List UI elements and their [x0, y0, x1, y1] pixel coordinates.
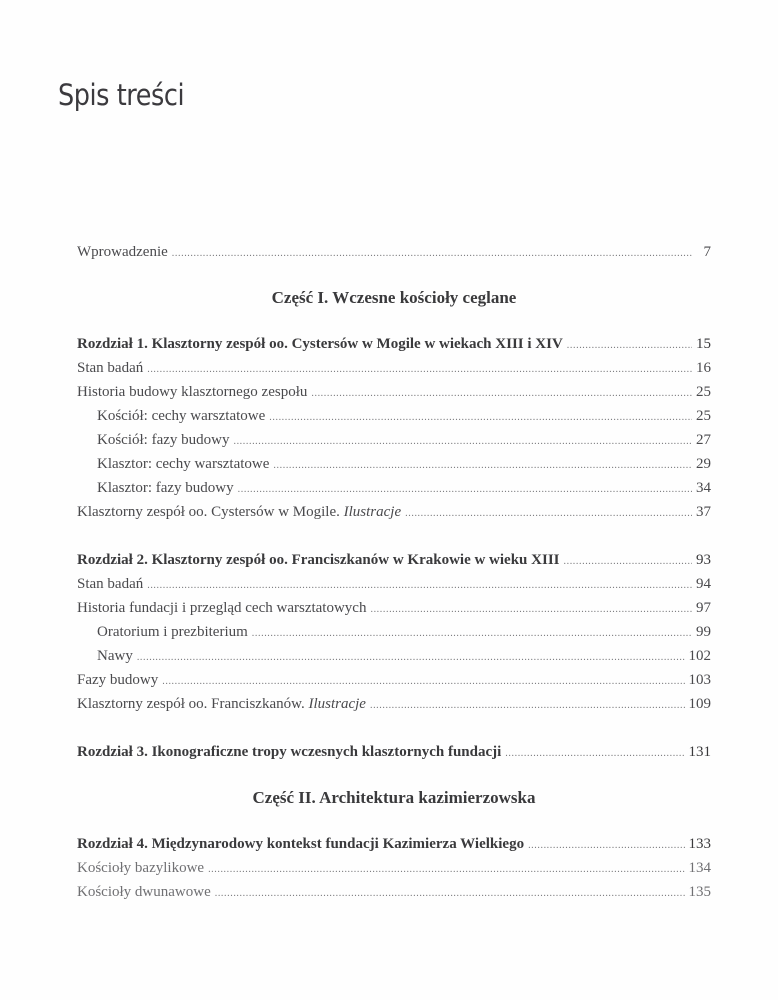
toc-entry-label: Kościoły dwunawowe	[77, 884, 211, 900]
toc-page-number: 134	[688, 860, 711, 876]
toc-chapter-title: Rozdział 2. Klasztorny zespół oo. Franciszkanów w Krakowie w wieku XIII	[77, 552, 560, 568]
dot-leader	[233, 430, 692, 454]
toc-page-number: 97	[696, 600, 711, 616]
toc-subentry[interactable]	[77, 428, 711, 452]
dot-leader	[370, 694, 685, 718]
dot-leader	[567, 334, 692, 358]
toc-chapter-title: Rozdział 4. Międzynarodowy kontekst fundacji Kazimierza Wielkiego	[77, 836, 525, 852]
toc-page-number: 133	[688, 836, 711, 852]
dot-leader	[252, 622, 692, 646]
toc-entry-label: Oratorium i prezbiterium	[97, 624, 248, 640]
dot-leader	[215, 882, 685, 906]
toc-entry-label: Wprowadzenie	[77, 244, 168, 260]
toc-chapter-title: Rozdział 3. Ikonograficzne tropy wczesnych klasztornych fundacji	[77, 744, 502, 760]
toc-page-number: 15	[696, 336, 711, 352]
toc-chapter-1[interactable]	[77, 332, 711, 356]
toc-entry-label-text: Klasztorny zespół oo. Franciszkanów.	[77, 696, 305, 712]
toc-page-number: 135	[688, 884, 711, 900]
dot-leader	[528, 834, 684, 858]
toc-page-number: 103	[688, 672, 711, 688]
toc-entry-intro[interactable]	[77, 240, 711, 264]
table-of-contents	[77, 240, 711, 904]
toc-entry-label: Historia fundacji i przegląd cech warsztatowych	[77, 600, 367, 616]
toc-entry-label: Nawy	[97, 648, 133, 664]
dot-leader	[273, 454, 692, 478]
toc-page-number: 25	[696, 408, 711, 424]
toc-page-number: 25	[696, 384, 711, 400]
toc-subentry[interactable]	[77, 452, 711, 476]
toc-entry-label: Klasztor: fazy budowy	[97, 480, 234, 496]
toc-entry-illustrations[interactable]	[77, 692, 711, 716]
toc-entry-label-italic: Ilustracje	[343, 504, 402, 520]
dot-leader	[505, 742, 684, 766]
toc-entry-label-text: Klasztorny zespół oo. Cystersów w Mogile.	[77, 504, 340, 520]
dot-leader	[564, 550, 693, 574]
toc-chapter-2[interactable]	[77, 548, 711, 572]
toc-subentry[interactable]	[77, 404, 711, 428]
part-heading: Część II. Architektura kazimierzowska	[252, 788, 536, 807]
toc-entry-label: Klasztor: cechy warsztatowe	[97, 456, 270, 472]
dot-leader	[147, 574, 692, 598]
toc-page-number: 102	[688, 648, 711, 664]
dot-leader	[137, 646, 685, 670]
toc-entry-label: Fazy budowy	[77, 672, 159, 688]
toc-entry-illustrations[interactable]	[77, 500, 711, 524]
dot-leader	[172, 242, 693, 266]
toc-entry-label-italic: Ilustracje	[308, 696, 366, 712]
toc-entry-label: Kościoły bazylikowe	[77, 860, 205, 876]
toc-chapter-title: Rozdział 1. Klasztorny zespół oo. Cystersów w Mogile w wiekach XIII i XIV	[77, 336, 563, 352]
dot-leader	[311, 382, 692, 406]
toc-chapter-3[interactable]	[77, 740, 711, 764]
page-title: Spis treści	[58, 78, 185, 112]
toc-page-number: 109	[688, 696, 711, 712]
toc-entry-label: Kościół: fazy budowy	[97, 432, 230, 448]
toc-page-number: 16	[696, 360, 711, 376]
dot-leader	[269, 406, 692, 430]
dot-leader	[405, 502, 692, 526]
toc-entry[interactable]	[77, 572, 711, 596]
toc-entry[interactable]	[77, 380, 711, 404]
dot-leader	[208, 858, 684, 882]
dot-leader	[147, 358, 692, 382]
toc-page-number: 37	[696, 504, 711, 520]
toc-page-number: 99	[696, 624, 711, 640]
toc-subentry[interactable]	[77, 620, 711, 644]
toc-page-number: 34	[696, 480, 711, 496]
toc-entry[interactable]	[77, 880, 711, 904]
toc-entry-label	[77, 500, 401, 524]
toc-page-number: 7	[703, 244, 711, 260]
toc-page-number: 27	[696, 432, 711, 448]
toc-page-number: 131	[688, 744, 711, 760]
dot-leader	[238, 478, 692, 502]
toc-entry-label: Historia budowy klasztornego zespołu	[77, 384, 308, 400]
toc-entry-label: Stan badań	[77, 576, 144, 592]
toc-entry[interactable]	[77, 856, 711, 880]
toc-entry-label: Stan badań	[77, 360, 144, 376]
toc-entry-label	[77, 692, 366, 716]
dot-leader	[370, 598, 692, 622]
toc-subentry[interactable]	[77, 644, 711, 668]
toc-entry-label: Kościół: cechy warsztatowe	[97, 408, 266, 424]
toc-page-number: 94	[696, 576, 711, 592]
toc-entry[interactable]	[77, 596, 711, 620]
toc-page-number: 29	[696, 456, 711, 472]
toc-page-number: 93	[696, 552, 711, 568]
toc-entry[interactable]	[77, 356, 711, 380]
toc-subentry[interactable]	[77, 476, 711, 500]
part-heading: Część I. Wczesne kościoły ceglane	[271, 288, 517, 307]
dot-leader	[162, 670, 684, 694]
toc-chapter-4[interactable]	[77, 832, 711, 856]
toc-entry[interactable]	[77, 668, 711, 692]
